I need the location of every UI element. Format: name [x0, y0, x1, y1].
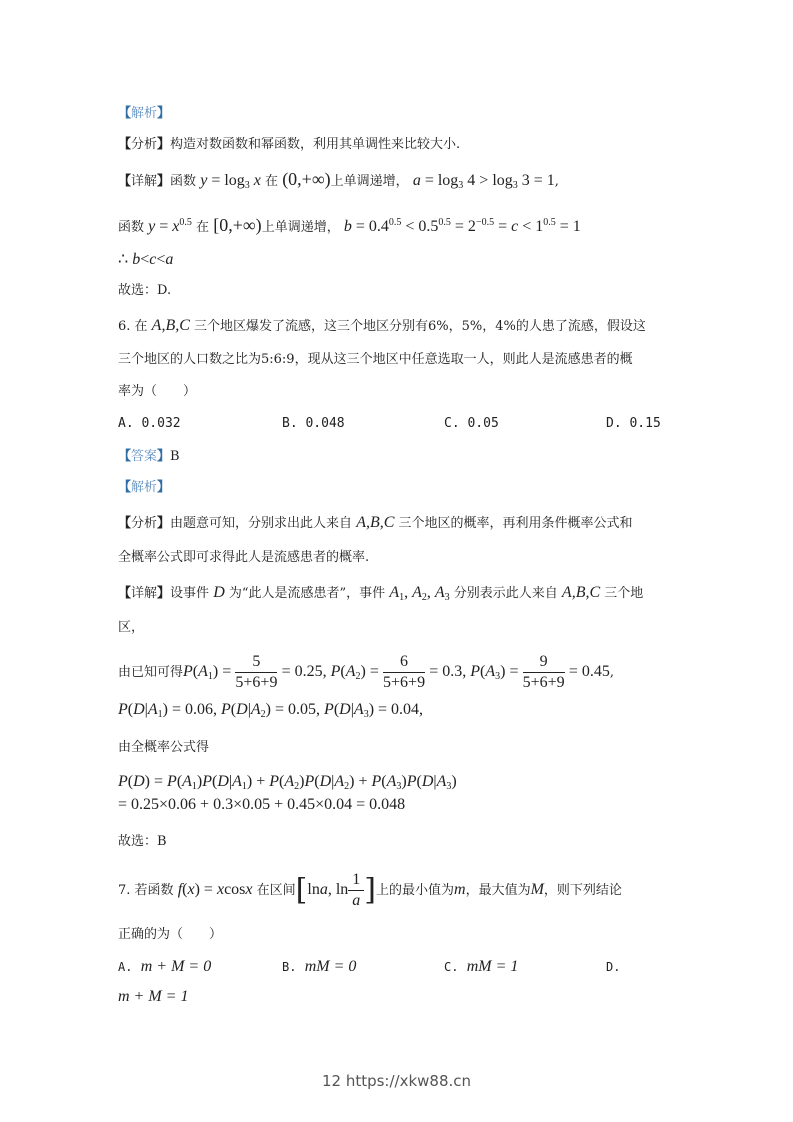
- jiexi-tag-text: 解析: [131, 106, 158, 121]
- text: 由已知可得: [118, 665, 184, 680]
- q5-detail-line1: 【详解】函数 $y = \log_3 x$ 在 (0,+∞)上单调递增， $a = \log_3 4 > \log_3 3 = 1$,: [118, 169, 559, 191]
- fraction: $\frac{1}{a}$: [348, 870, 364, 911]
- q6-analysis-line2: 全概率公式即可求得此人是流感患者的概率.: [118, 550, 370, 565]
- q7-option-d[interactable]: D.: [606, 960, 621, 974]
- q6-analysis-line1: 【分析】由题意可知，分别求出此人来自 A,B,C 三个地区的概率，再利用条件概率公式和: [118, 514, 633, 531]
- fenxi-text: 构造对数函数和幂函数，利用其单调性来比较大小.: [170, 137, 461, 152]
- answer-tag-text: 答案: [131, 449, 158, 464]
- text: 在: [196, 220, 210, 235]
- fraction: $\frac{9}{5+6+9}$: [522, 653, 565, 691]
- q6-choose: 故选：B: [118, 834, 167, 849]
- text: 函数: [118, 220, 145, 235]
- text: 在区间: [256, 883, 296, 898]
- jiexi-tag-text: 解析: [131, 480, 158, 495]
- fraction: $\frac{6}{5+6+9}$: [383, 653, 426, 691]
- bracket-close: 】: [157, 106, 171, 121]
- q7-option-a[interactable]: A. m + M = 0: [118, 958, 212, 975]
- q7-stem-line1: 7. 若函数 f(x) = xcosx 在区间[lna, ln $\frac{1}{a}$ ]上的最小值为m，最大值为M，则下列结论: [118, 871, 622, 909]
- page-footer: 12 https://xkw88.cn: [321, 1072, 472, 1090]
- fenxi-tag: 分析: [131, 516, 158, 531]
- q6-option-c[interactable]: C. 0.05: [444, 416, 499, 431]
- text: 上单调递增，: [261, 220, 340, 235]
- xiangjie-tag: 详解: [131, 174, 158, 189]
- q7-option-d-value[interactable]: m + M = 1: [118, 988, 189, 1005]
- q7-stem-line2: 正确的为（ ）: [118, 927, 223, 942]
- q5-conclusion: ∴ b<c<a: [118, 251, 174, 268]
- q6-stem-line2: 三个地区的人口数之比为5:6:9，现从这三个地区中任意选取一人，则此人是流感患者的概: [118, 352, 633, 367]
- q6-option-d[interactable]: D. 0.15: [606, 416, 661, 431]
- text: 在: [265, 174, 279, 189]
- q6-total-line1: $P(D) = P(A_1)P(D|A_1) + P(A_2)P(D|A_2) + P(A_3)P(D|A_3)$: [118, 773, 457, 792]
- question-number: 7.: [118, 883, 131, 898]
- q6-stem-line3: 率为（ ）: [118, 384, 197, 399]
- question-number: 6.: [118, 319, 131, 334]
- q5-detail-line2: 函数 $y = x^{0.5}$ 在 [0,+∞)上单调递增， $b = 0.4^{0.5} < 0.5^{0.5} = 2^{-0.5} = c < 1^{0.5} = 1$: [118, 215, 581, 235]
- text: 上单调递增，: [330, 174, 409, 189]
- fenxi-tag: 分析: [131, 137, 158, 152]
- answer-label: 【答案】B: [118, 449, 180, 464]
- answer-value: B: [170, 449, 180, 464]
- q6-probabilities: 由已知可得$P(A_1)$ = $\frac{5}{5+6+9}$ = 0.25, $P(A_2)$ = $\frac{6}{5+6+9}$ = 0.3, $P(A_3)$ = $\frac{9}{5+6+9}$ = 0.45,: [118, 653, 614, 691]
- jiexi-label: [118, 104, 170, 124]
- text: 函数: [170, 174, 197, 189]
- fraction: $\frac{5}{5+6+9}$: [235, 653, 278, 691]
- bracket-open: 【: [118, 106, 132, 121]
- q6-total-line2: = 0.25×0.06 + 0.3×0.05 + 0.45×0.04 = 0.048: [118, 796, 406, 813]
- q6-option-a[interactable]: A. 0.032: [118, 416, 181, 431]
- q6-conditional-line: $P(D|A_1) = 0.06$, $P(D|A_2) = 0.05$, $P(D|A_3) = 0.04$,: [118, 701, 424, 720]
- q6-detail-line1: 【详解】设事件 D 为“此人是流感患者”，事件 $A_1$, $A_2$, $A_3$ 分别表示此人来自 A,B,C 三个地: [118, 584, 644, 603]
- q7-option-c[interactable]: C. mM = 1: [444, 958, 519, 975]
- q6-detail-line2: 区，: [118, 620, 145, 635]
- q6-stem-line1: 6. 在 A,B,C 三个地区爆发了流感，这三个地区分别有6%，5%，4%的人患了流感，假设这: [118, 317, 646, 334]
- text: 若函数: [134, 883, 174, 898]
- q7-option-b[interactable]: B. mM = 0: [282, 958, 357, 975]
- q5-analysis: 【分析】构造对数函数和幂函数，利用其单调性来比较大小.: [118, 137, 461, 152]
- q6-total-prefix: 由全概率公式得: [118, 740, 210, 755]
- q5-choose: 故选：D.: [118, 283, 172, 298]
- jiexi-label: 【解析】: [118, 480, 171, 495]
- xiangjie-tag: 详解: [131, 586, 158, 601]
- q6-option-b[interactable]: B. 0.048: [282, 416, 345, 431]
